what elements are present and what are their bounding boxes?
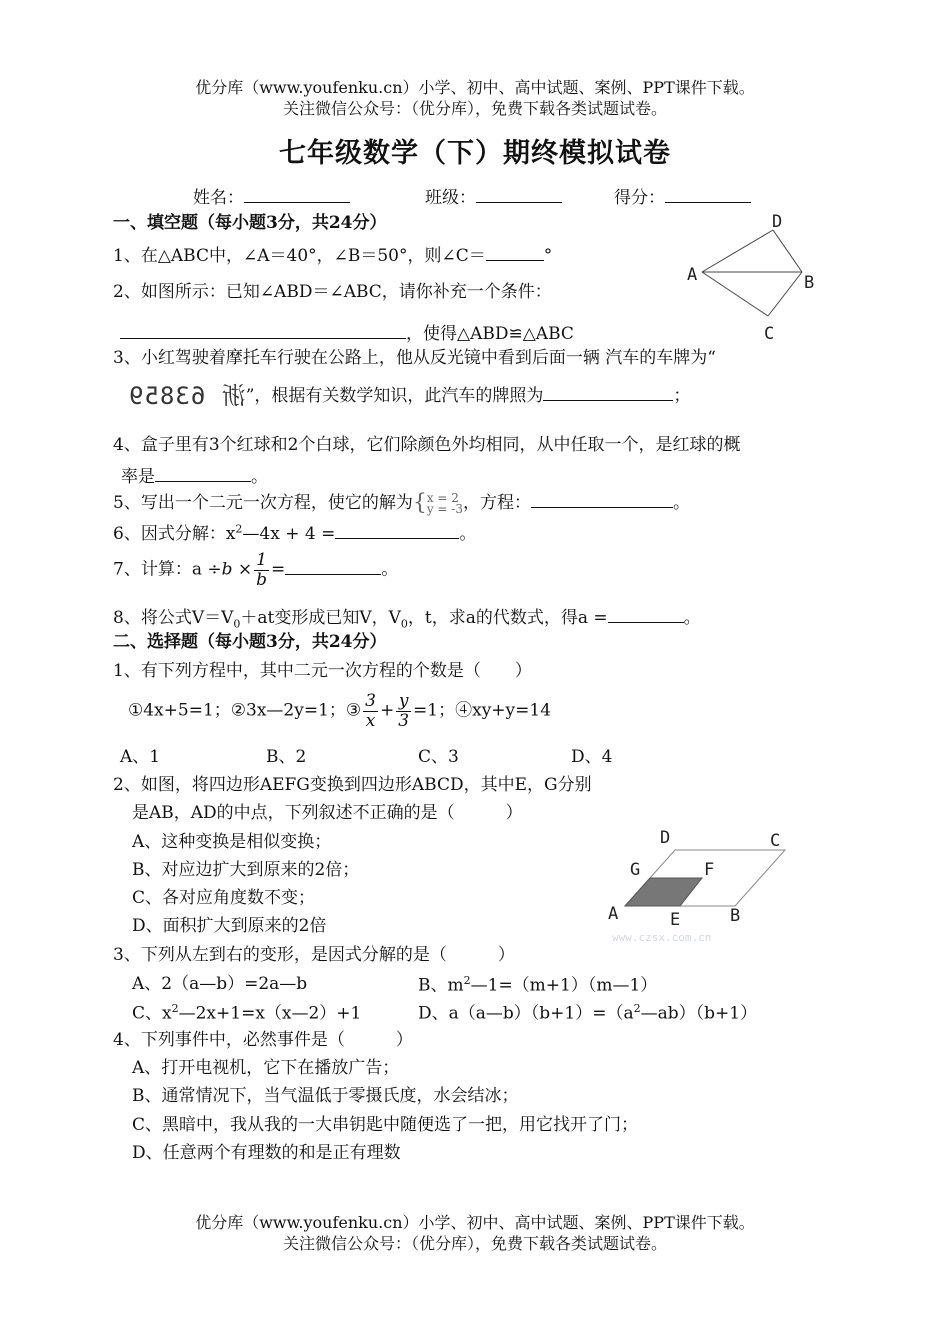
s2-q3-c-text-b: —2x+1=x（x—2）+1 xyxy=(178,1003,362,1024)
parallelogram-figure xyxy=(600,823,800,948)
score-label: 得分： xyxy=(614,188,665,208)
fraction-numerator: y xyxy=(396,692,411,712)
s1-q1-text: 1、在△ABC中，∠A＝40°，∠B＝50°，则∠C＝ xyxy=(113,246,486,266)
solution-system xyxy=(426,490,463,516)
section1-heading: 一、填空题（每小题3分，共24分） xyxy=(113,213,387,233)
s1-q8-text-a: 8、将公式V＝V xyxy=(113,608,234,628)
s2-q3-b-sup: 2 xyxy=(463,974,471,987)
s1-question-3-cont xyxy=(128,382,690,411)
fig2-label-c: C xyxy=(770,831,781,851)
s2-q2-choice-a: A、这种变换是相似变换； xyxy=(132,832,332,852)
s2-q1-choice-b: B、2 xyxy=(266,747,307,767)
fraction-numerator: 1 xyxy=(254,551,269,571)
s2-q3-c-sup: 2 xyxy=(171,1002,179,1015)
s1-q4-text-c: 。 xyxy=(251,467,268,487)
s1-q8-sub1: 0 xyxy=(400,617,408,631)
s2-q3-choice-b xyxy=(418,974,657,996)
s1-q7-blank xyxy=(285,557,381,575)
s1-q6-blank xyxy=(335,521,459,539)
s2-q1-options xyxy=(128,692,551,730)
s1-q7-text-c: = xyxy=(271,559,286,580)
s2-q4-choice-a: A、打开电视机，它下在播放广告； xyxy=(132,1058,400,1078)
header-line-2: 关注微信公众号：（优分库），免费下载各类试题试卷。 xyxy=(282,99,667,118)
s1-q4-blank xyxy=(155,464,251,482)
s2-q3-c-text-a: C、x xyxy=(132,1003,172,1024)
s1-q8-text-c: ，t，求a的代数式，得a = xyxy=(407,608,608,628)
s1-q6-text-c: 。 xyxy=(459,524,477,544)
s1-q1-degree: ° xyxy=(543,246,553,266)
s1-question-3: 3、小红驾驶着摩托车行驶在公路上，他从反光镜中看到后面一辆 汽车的车牌为“ xyxy=(113,348,716,368)
fig1-label-c: C xyxy=(764,324,775,344)
s2-q1-plus: + xyxy=(379,700,395,721)
s1-q6-text-a: 6、因式分解：x xyxy=(113,524,236,544)
name-field xyxy=(193,185,350,208)
s1-q5-text-c: 。 xyxy=(672,493,690,513)
s1-q2-blank xyxy=(120,321,406,339)
s1-q8-blank xyxy=(608,605,684,623)
s2-q2-choice-c: C、各对应角度数不变； xyxy=(132,888,316,908)
s2-q3-b-text-b: —1=（m+1）（m—1） xyxy=(470,975,658,996)
s1-q6-sup: 2 xyxy=(235,522,243,536)
s2-q1-choice-d: D、4 xyxy=(571,747,613,767)
s1-q5-blank xyxy=(531,490,673,508)
s1-q7-text-d: 。 xyxy=(381,559,399,580)
triangle-figure xyxy=(680,208,820,346)
s1-q1-blank xyxy=(486,243,544,261)
class-field xyxy=(425,185,562,208)
s1-q3-blank xyxy=(543,383,673,401)
fig1-edge-ad xyxy=(702,230,773,272)
fraction-denominator: b xyxy=(256,569,268,590)
brace-icon: { xyxy=(412,490,427,516)
score-field xyxy=(614,185,751,208)
fig1-label-d: D xyxy=(772,212,783,232)
s1-q8-text-b: ＋at变形成已知V，V xyxy=(240,608,401,628)
s2-q1-opts-a: ①4x+5=1；②3x—2y=1；③ xyxy=(128,700,362,721)
s2-q3-choice-c xyxy=(132,1002,361,1024)
name-blank xyxy=(244,185,350,203)
header-line-1: 优分库（www.youfenku.cn）小学、初中、高中试题、案例、PPT课件下载。 xyxy=(195,78,755,97)
section2-heading: 二、选择题（每小题3分，共24分） xyxy=(113,632,387,652)
s2-q1-choice-a: A、1 xyxy=(120,747,161,767)
s1-q3-text-c: ； xyxy=(673,385,691,406)
fig1-label-b: B xyxy=(804,273,815,293)
solution-y: y = -3 xyxy=(426,501,463,516)
s1-question-4-cont xyxy=(121,464,268,487)
class-label: 班级： xyxy=(425,188,476,208)
score-blank xyxy=(665,185,751,203)
s1-q8-text-d: 。 xyxy=(683,608,701,628)
fig2-label-b: B xyxy=(730,906,741,926)
s2-q2-choice-b: B、对应边扩大到原来的2倍； xyxy=(132,860,360,880)
s2-question-4: 4、下列事件中，必然事件是（ ） xyxy=(113,1030,413,1050)
s2-question-1: 1、有下列方程中，其中二元一次方程的个数是（ ） xyxy=(113,661,532,681)
s1-question-5 xyxy=(113,490,690,517)
s2-q4-choice-c: C、黑暗中，我从我的一大串钥匙中随便选了一把，用它找开了门； xyxy=(132,1115,639,1135)
fraction-y-over-3 xyxy=(396,692,411,730)
fig2-label-a: A xyxy=(608,904,619,924)
s2-q1-opts-b: =1；④xy+y=14 xyxy=(413,700,552,721)
s1-question-1 xyxy=(113,243,552,266)
s2-q1-choice-c: C、3 xyxy=(418,747,459,767)
fraction-numerator: 3 xyxy=(365,691,376,711)
s1-q3-text-b: ”，根据有关数学知识，此汽车的牌照为 xyxy=(245,385,544,406)
s2-q2-choice-d: D、面积扩大到原来的2倍 xyxy=(132,916,327,936)
fig2-parallelogram-aefg xyxy=(625,878,702,906)
fraction-denominator: x xyxy=(365,710,376,731)
s1-question-6 xyxy=(113,521,476,544)
s2-q3-d-text-a: D、a（a—b）（b+1）=（a xyxy=(418,1003,634,1024)
s1-q7-text-b: b × xyxy=(221,559,253,580)
s2-q3-d-text-b: —ab）（b+1） xyxy=(640,1003,758,1024)
fig1-edge-db xyxy=(773,230,802,272)
solution-x: x = 2 xyxy=(426,490,459,505)
fig2-label-d: D xyxy=(660,828,671,848)
mirrored-license-plate: 浙 63859 xyxy=(128,382,246,410)
name-label: 姓名： xyxy=(193,188,244,208)
fig2-label-g: G xyxy=(630,860,641,880)
fraction-denominator: 3 xyxy=(398,710,410,731)
s1-q5-text-b: ，方程： xyxy=(462,493,531,513)
page-title: 七年级数学（下）期终模拟试卷 xyxy=(279,138,671,169)
s2-question-2-cont: 是AB，AD的中点，下列叙述不正确的是（ ） xyxy=(132,803,523,823)
fig2-watermark: www.czsx.com.cn xyxy=(612,931,712,944)
s1-question-8 xyxy=(113,605,701,631)
s2-q4-choice-b: B、通常情况下，当气温低于零摄氏度，水会结冰； xyxy=(132,1086,519,1106)
s1-question-7 xyxy=(113,551,398,589)
s2-q3-d-sup: 2 xyxy=(633,1002,641,1015)
class-blank xyxy=(476,185,562,203)
s1-q4-text-b: 率是 xyxy=(121,467,155,487)
fig2-label-f: F xyxy=(704,860,715,880)
s1-q8-sub0: 0 xyxy=(233,617,241,631)
fig2-label-e: E xyxy=(670,910,681,930)
s2-q3-choice-d xyxy=(418,1002,757,1024)
s2-q4-choice-d: D、任意两个有理数的和是正有理数 xyxy=(132,1143,401,1163)
footer-line-2: 关注微信公众号：（优分库），免费下载各类试题试卷。 xyxy=(282,1234,667,1253)
s2-q3-b-text-a: B、m xyxy=(418,975,464,996)
fraction-3-over-x xyxy=(363,692,378,730)
fig1-edge-cb xyxy=(768,272,802,316)
fig1-label-a: A xyxy=(687,265,698,285)
s1-question-2: 2、如图所示：已知∠ABD＝∠ABC，请你补充一个条件： xyxy=(113,282,552,302)
s1-q6-text-b: —4x + 4 = xyxy=(242,524,336,544)
footer-line-1: 优分库（www.youfenku.cn）小学、初中、高中试题、案例、PPT课件下载。 xyxy=(195,1213,755,1232)
s2-q3-choice-a: A、2（a—b）=2a—b xyxy=(132,974,308,994)
s2-question-2: 2、如图，将四边形AEFG变换到四边形ABCD，其中E，G分别 xyxy=(113,775,592,795)
s1-q2-text-b: ，使得△ABD≌△ABC xyxy=(406,324,574,344)
s1-question-2-cont xyxy=(120,321,574,344)
s1-q7-text-a: 7、计算：a ÷ xyxy=(113,559,222,580)
s1-q5-text-a: 5、写出一个二元一次方程，使它的解为 xyxy=(113,493,413,513)
fraction-one-over-b xyxy=(254,551,269,589)
s1-question-4: 4、盒子里有3个红球和2个白球，它们除颜色外均相同，从中任取一个，是红球的概 xyxy=(113,435,741,455)
fig1-edge-ac xyxy=(702,272,768,316)
s2-question-3: 3、下列从左到右的变形，是因式分解的是（ ） xyxy=(113,945,515,965)
